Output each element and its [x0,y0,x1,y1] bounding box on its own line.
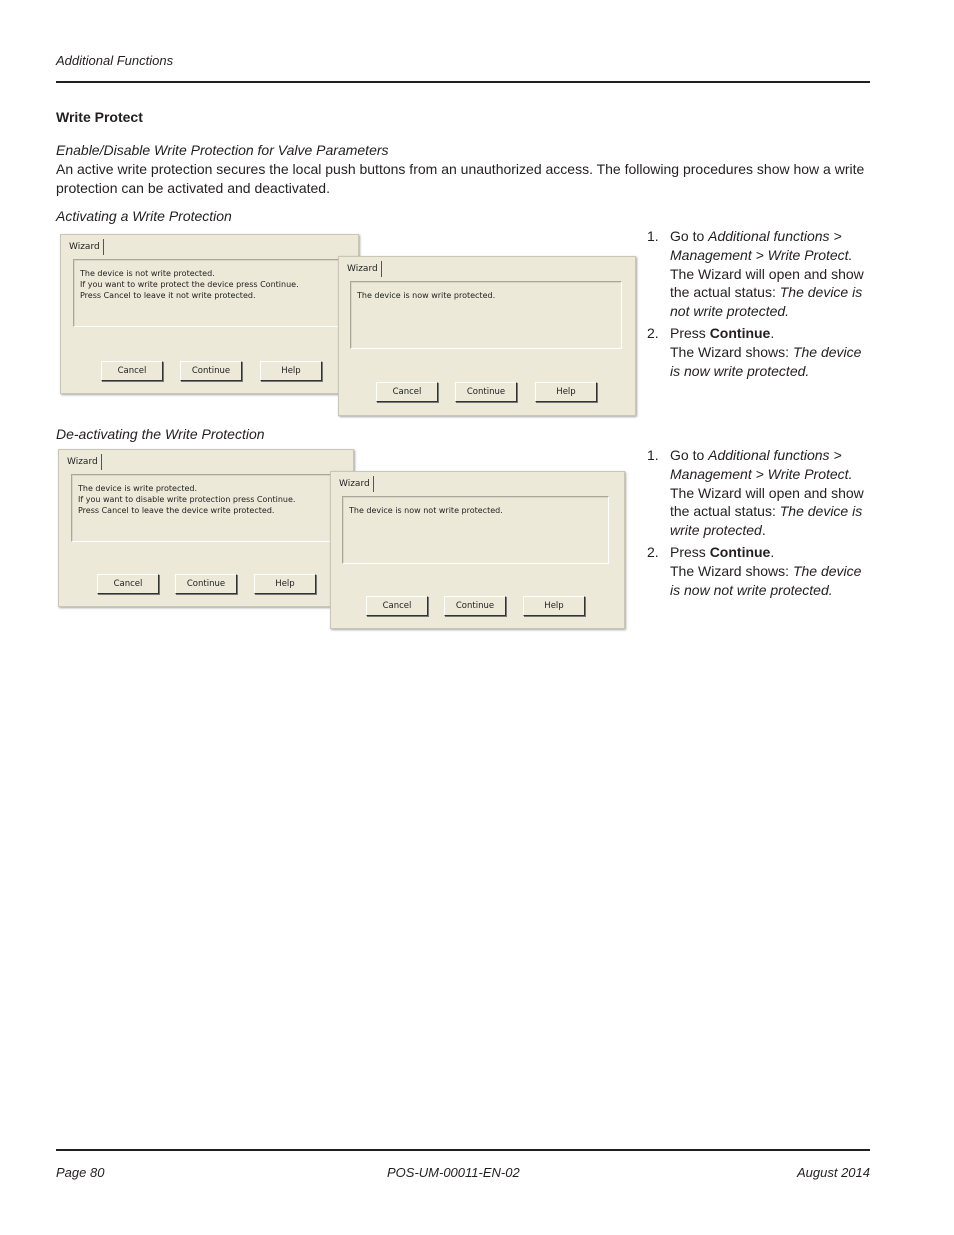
page-number: Page 80 [56,1165,105,1180]
activate-steps [647,227,872,383]
document-id: POS-UM-00011-EN-02 [387,1165,520,1180]
wizard-tab[interactable]: Wizard [64,454,102,470]
activate-caption: Activating a Write Protection [56,208,232,224]
message-pane [71,474,346,542]
wizard-dialog-not-protected-now [330,471,625,629]
wizard-message: The device is write protected. If you want to disable write protection press Continue. Press Cancel to leave the device write protected. [78,484,296,515]
running-header: Additional Functions [56,53,174,68]
cancel-button[interactable]: Cancel [101,361,163,381]
wizard-message: The device is now write protected. [357,291,496,300]
list-item: 2. Press Continue. The Wizard shows: The device is now not write protected. [647,543,862,598]
header-rule [56,81,870,83]
cancel-button[interactable]: Cancel [97,574,159,594]
deactivate-caption: De-activating the Write Protection [56,426,265,442]
wizard-dialog-now-protected [338,256,636,416]
wizard-tab[interactable]: Wizard [66,239,104,255]
cancel-button[interactable]: Cancel [376,382,438,402]
list-item: 2. Press Continue. The Wizard shows: The device is now write protected. [647,324,862,379]
message-pane [350,281,622,349]
wizard-tab[interactable]: Wizard [336,476,374,492]
subsection-title: Enable/Disable Write Protection for Valve Parameters [56,142,389,158]
section-title: Write Protect [56,109,143,125]
message-pane [73,259,351,327]
footer-rule [56,1149,870,1151]
wizard-message: The device is now not write protected. [349,506,503,515]
continue-button[interactable]: Continue [175,574,237,594]
help-button[interactable]: Help [260,361,322,381]
wizard-dialog-not-protected [60,234,359,394]
list-item: 1. Go to Additional functions > Management > Write Protect. The Wizard will open and show the actual status: The device is write protected. [647,447,864,539]
help-button[interactable]: Help [254,574,316,594]
wizard-message: The device is not write protected. If you want to write protect the device press Continue. Press Cancel to leave it not write protected. [80,269,299,300]
deactivate-steps [647,446,872,602]
help-button[interactable]: Help [535,382,597,402]
list-item: 1. Go to Additional functions > Management > Write Protect. The Wizard will open and show the actual status: The device is not write protected. [647,228,864,320]
cancel-button[interactable]: Cancel [366,596,428,616]
continue-button[interactable]: Continue [444,596,506,616]
wizard-tab[interactable]: Wizard [344,261,382,277]
wizard-dialog-is-protected [58,449,354,607]
help-button[interactable]: Help [523,596,585,616]
continue-button[interactable]: Continue [455,382,517,402]
message-pane [342,496,609,564]
intro-paragraph: An active write protection secures the local push buttons from an unauthorized access. The following procedures show how a write protection can be activated and deactivated. [56,161,865,196]
document-date: August 2014 [796,1165,870,1180]
continue-button[interactable]: Continue [180,361,242,381]
